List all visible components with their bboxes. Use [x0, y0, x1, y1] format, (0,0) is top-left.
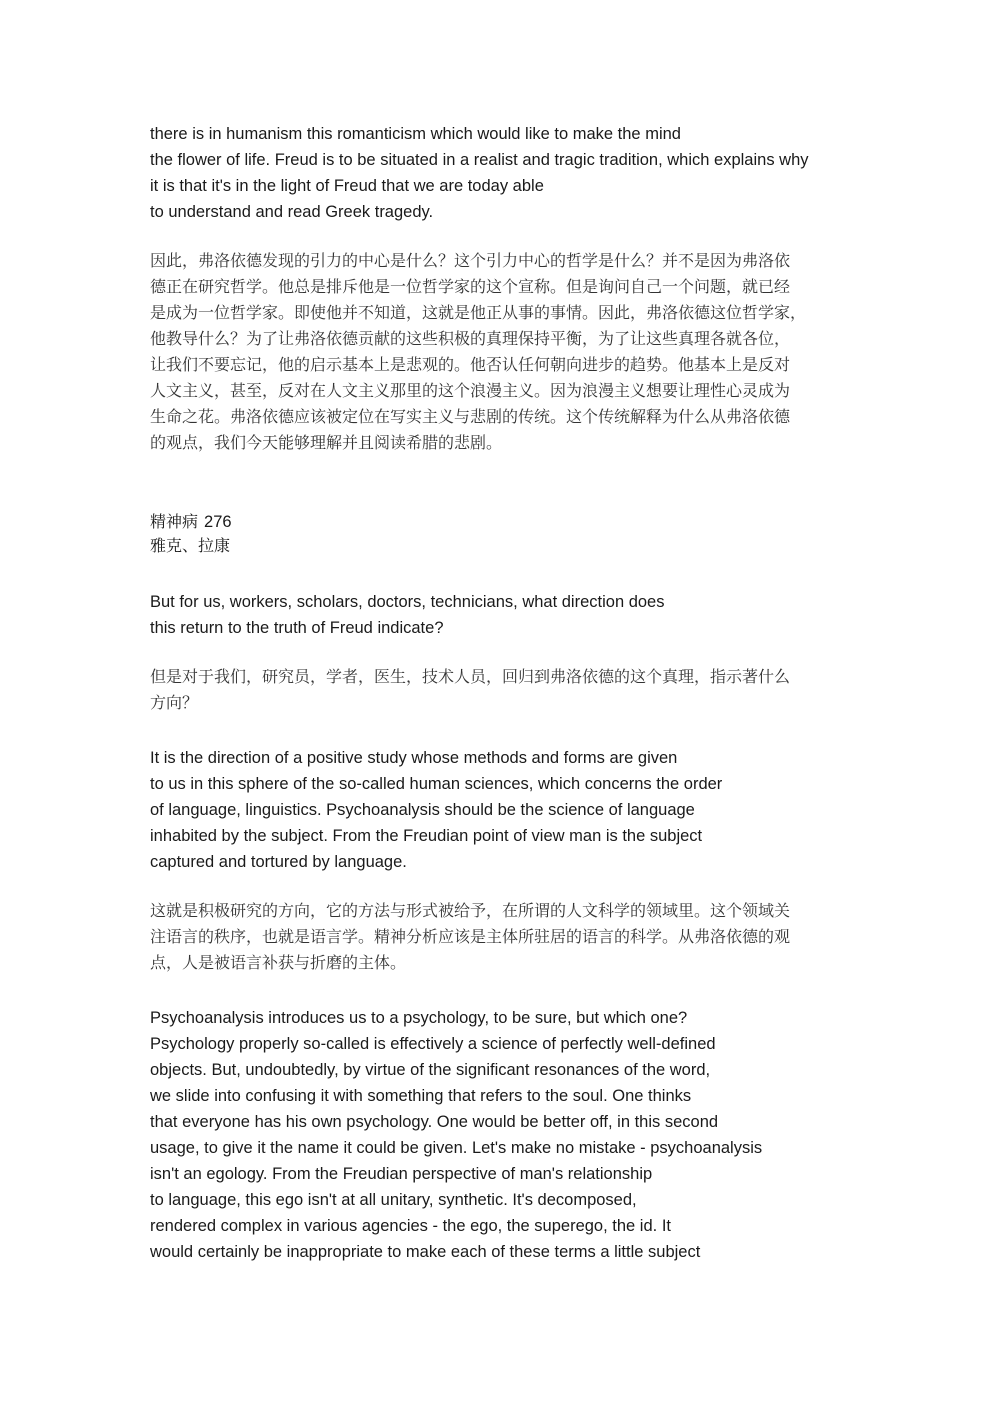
english-paragraph-2 [150, 589, 870, 641]
text-line: the flower of life. Freud is to be situated in a realist and tragic tradition, which explains why [150, 151, 809, 169]
text-line: there is in humanism this romanticism which would like to make the mind [150, 125, 681, 143]
text-line: it is that it's in the light of Freud that we are today able [150, 177, 544, 195]
text-line: isn't an egology. From the Freudian perspective of man's relationship [150, 1165, 653, 1183]
text-line: 让我们不要忘记，他的启示基本上是悲观的。他否认任何朝向进步的趋势。他基本上是反对 [150, 355, 791, 374]
text-line: to understand and read Greek tragedy. [150, 203, 434, 221]
english-paragraph-3 [150, 745, 870, 875]
text-line: 德正在研究哲学。他总是排斥他是一位哲学家的这个宣称。但是询问自己一个问题，就已经 [150, 277, 791, 296]
text-line: of language, linguistics. Psychoanalysis should be the science of language [150, 801, 695, 819]
text-line: Psychoanalysis introduces us to a psychology, to be sure, but which one? [150, 1009, 688, 1027]
text-line: to us in this sphere of the so-called human sciences, which concerns the order [150, 775, 723, 793]
text-line: 生命之花。弗洛依德应该被定位在写实主义与悲剧的传统。这个传统解释为什么从弗洛依德 [150, 407, 791, 426]
text-line: But for us, workers, scholars, doctors, technicians, what direction does [150, 593, 665, 611]
text-line: 注语言的秩序，也就是语言学。精神分析应该是主体所驻居的语言的科学。从弗洛依德的观 [150, 927, 791, 946]
text-line: It is the direction of a positive study whose methods and forms are given [150, 749, 678, 767]
text-line: 的观点，我们今天能够理解并且阅读希腊的悲剧。 [150, 433, 503, 452]
text-line: usage, to give it the name it could be given. Let's make no mistake - psychoanalysis [150, 1139, 763, 1157]
page-number: 276 [204, 513, 232, 531]
text-line: 因此，弗洛依德发现的引力的中心是什么？这个引力中心的哲学是什么？并不是因为弗洛依 [150, 251, 791, 270]
text-line: 是成为一位哲学家。即使他并不知道，这就是他正从事的事情。因此，弗洛依德这位哲学家， [150, 303, 807, 322]
text-line: to language, this ego isn't at all unitary, synthetic. It's decomposed, [150, 1191, 637, 1209]
text-line: Psychology properly so-called is effectively a science of perfectly well-defined [150, 1035, 716, 1053]
text-line: 他教导什么？为了让弗洛依德贡献的这些积极的真理保持平衡，为了让这些真理各就各位， [150, 329, 791, 348]
text-line: we slide into confusing it with something that refers to the soul. One thinks [150, 1087, 692, 1105]
text-line: 但是对于我们，研究员，学者，医生，技术人员，回归到弗洛依德的这个真理，指示著什么 [150, 667, 791, 686]
chinese-paragraph-3 [150, 898, 850, 976]
text-line: 人文主义，甚至，反对在人文主义那里的这个浪漫主义。因为浪漫主义想要让理性心灵成为 [150, 381, 791, 400]
text-line: 这就是积极研究的方向，它的方法与形式被给予，在所谓的人文科学的领域里。这个领域关 [150, 901, 791, 920]
text-line: 点，人是被语言补获与折磨的主体。 [150, 953, 407, 972]
chinese-paragraph-2 [150, 664, 850, 716]
text-line: 方向？ [150, 693, 199, 712]
text-line: captured and tortured by language. [150, 853, 407, 871]
text-line: rendered complex in various agencies - the ego, the superego, the id. It [150, 1217, 671, 1235]
chinese-paragraph-1 [150, 248, 850, 456]
text-line: inhabited by the subject. From the Freudian point of view man is the subject [150, 827, 703, 845]
running-header [150, 510, 232, 558]
english-paragraph-4 [150, 1005, 870, 1265]
english-paragraph-1 [150, 121, 870, 225]
header-title: 精神病 [150, 512, 199, 531]
header-author: 雅克、拉康 [150, 536, 231, 555]
text-line: objects. But, undoubtedly, by virtue of the significant resonances of the word, [150, 1061, 711, 1079]
text-line: would certainly be inappropriate to make each of these terms a little subject [150, 1243, 701, 1261]
text-line: this return to the truth of Freud indicate? [150, 619, 444, 637]
text-line: that everyone has his own psychology. One would be better off, in this second [150, 1113, 719, 1131]
header-title-line [150, 510, 232, 534]
